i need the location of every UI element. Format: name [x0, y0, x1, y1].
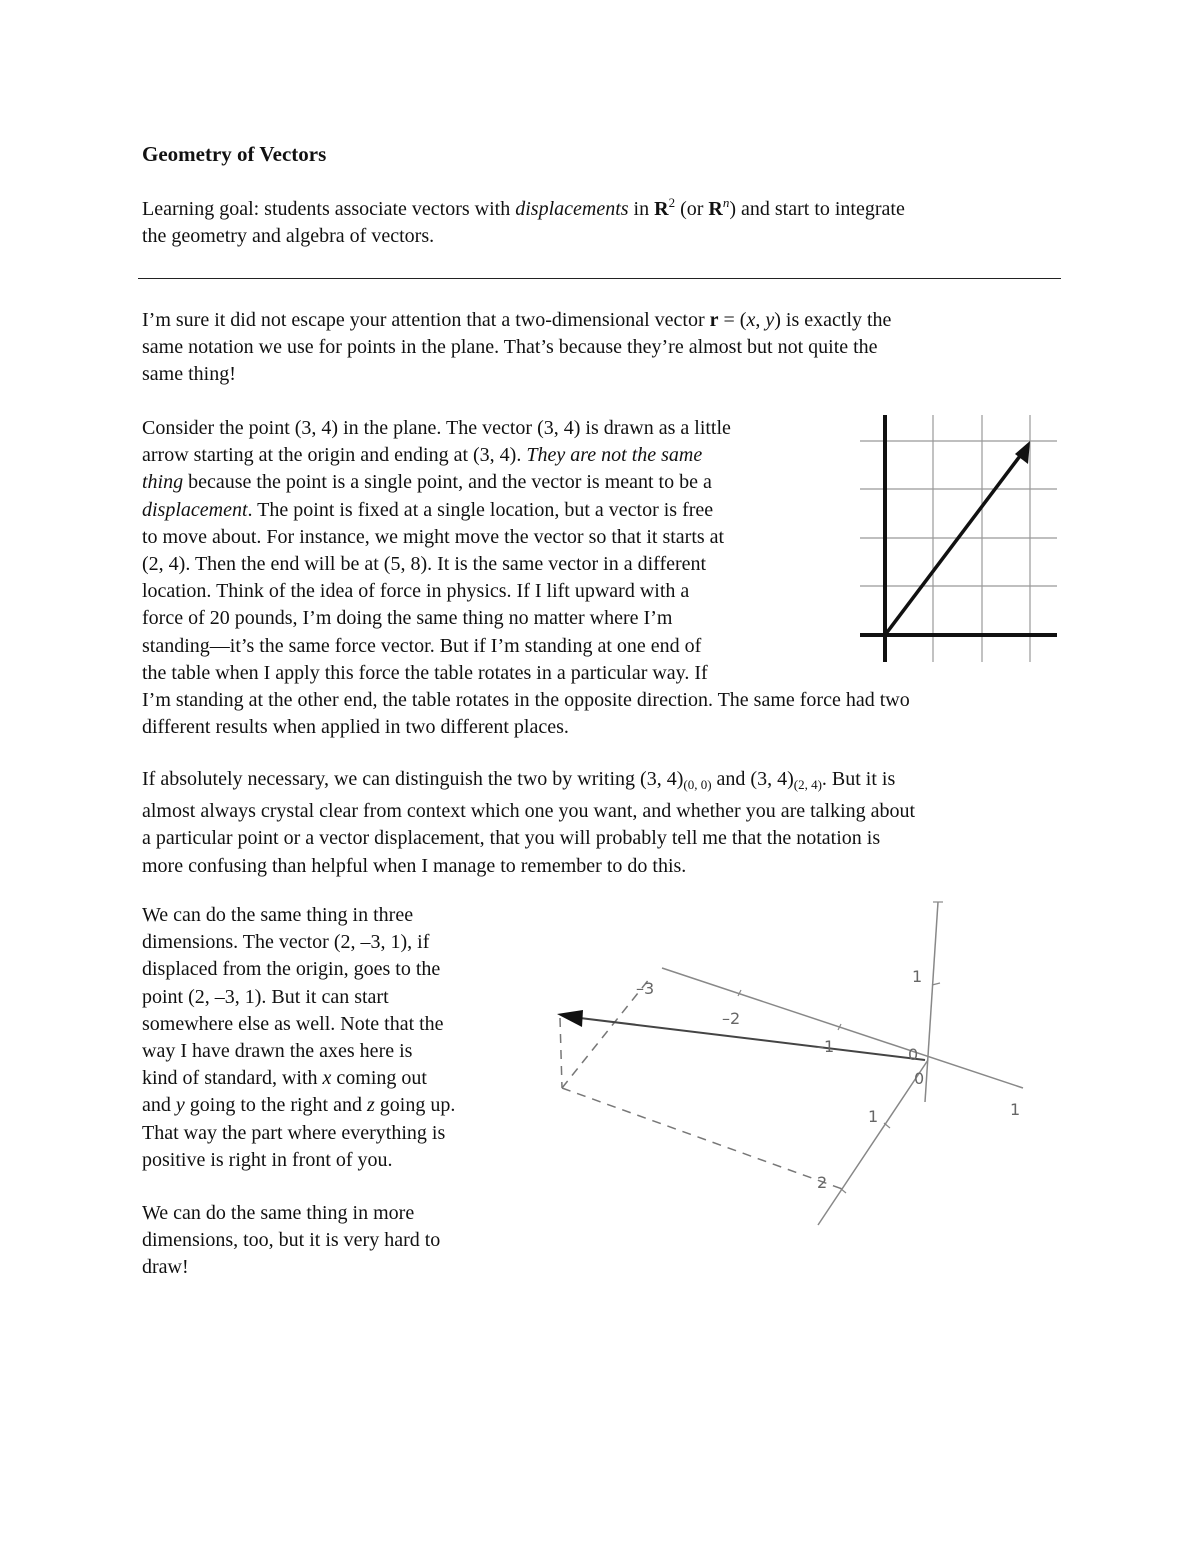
vector-arrow-shaft [885, 452, 1023, 635]
label-x-2: 2 [817, 1173, 828, 1192]
dashed-projection-lines [560, 978, 845, 1190]
label-y-neg2: –2 [722, 1009, 741, 1028]
paragraph-point-vs-vector: Consider the point (3, 4) in the plane. The vector (3, 4) is drawn as a little arrow starting at the origin and ending at (3, 4). They are not the same thing because the point is a single point, and the vector is meant to be a displacement. The point is fixed at a single location, but a vector is free to move about. For instance, we might move the vector so that it starts at (2, 4). Then the end will be at (5, 8). It is the same vector in a different location. Think of the idea of force in physics. If I lift upward with a force of 20 pounds, I’m doing the same thing no matter where I’m standing—it’s the same force vector. But if I’m standing at one end of the table when I apply this force the table rotates in a particular way. If I’m standing at the other end, the table rotates in the opposite direction. The same force had two different results when applied in two different places. [142, 417, 910, 739]
x-axis [818, 1060, 928, 1225]
label-origin-0-second: 0 [914, 1069, 925, 1088]
vector-2d-figure [855, 410, 1060, 665]
learning-goal: Learning goal: students associate vectors with displacements in $R^2$ (or $R^n$) and start to integrate the geometry and algebra of vectors. [142, 195, 905, 248]
paragraph-three-dimensions: We can do the same thing in three dimensions. The vector (2, –3, 1), if displaced from the origin, goes to the point (2, –3, 1). But it can start somewhere else as well. Note that the way I have drawn the axes here is kind of standard, with x coming out and y going to the right and z going up. That way the part where everything is positive is right in front of you. [142, 904, 456, 1171]
paragraph-notation-subscripts: If absolutely necessary, we can distinguish the two by writing (3, $4)_{(0, 0)}$ and (3, $4)_{(2, 4)}$. But it is almost always crystal clear from context which one you want, and whether you are talking about a particular point or a vector displacement, that you will probably tell me that the notation is more confusing than helpful when I manage to remember to do this. [142, 768, 916, 877]
y-axis [662, 968, 1023, 1088]
label-y-1: 1 [1010, 1100, 1021, 1119]
horizontal-divider [138, 278, 1061, 279]
vector-3d-figure [540, 890, 1040, 1235]
label-y-neg3: –3 [636, 979, 655, 998]
z-axis [925, 902, 938, 1102]
page-title: Geometry of Vectors [142, 142, 327, 166]
label-origin-0: 0 [908, 1045, 919, 1064]
paragraph-notation: I’m sure it did not escape your attention that a two-dimensional vector r = (x, y) is exactly the same notation we use for points in the plane. That’s because they’re almost but not quite the same thing! [142, 309, 892, 386]
label-x-1: 1 [868, 1107, 879, 1126]
label-y-neg1: –1 [816, 1037, 835, 1056]
label-z-1: 1 [912, 967, 923, 986]
paragraph-more-dimensions: We can do the same thing in more dimensions, too, but it is very hard to draw! [142, 1202, 441, 1279]
